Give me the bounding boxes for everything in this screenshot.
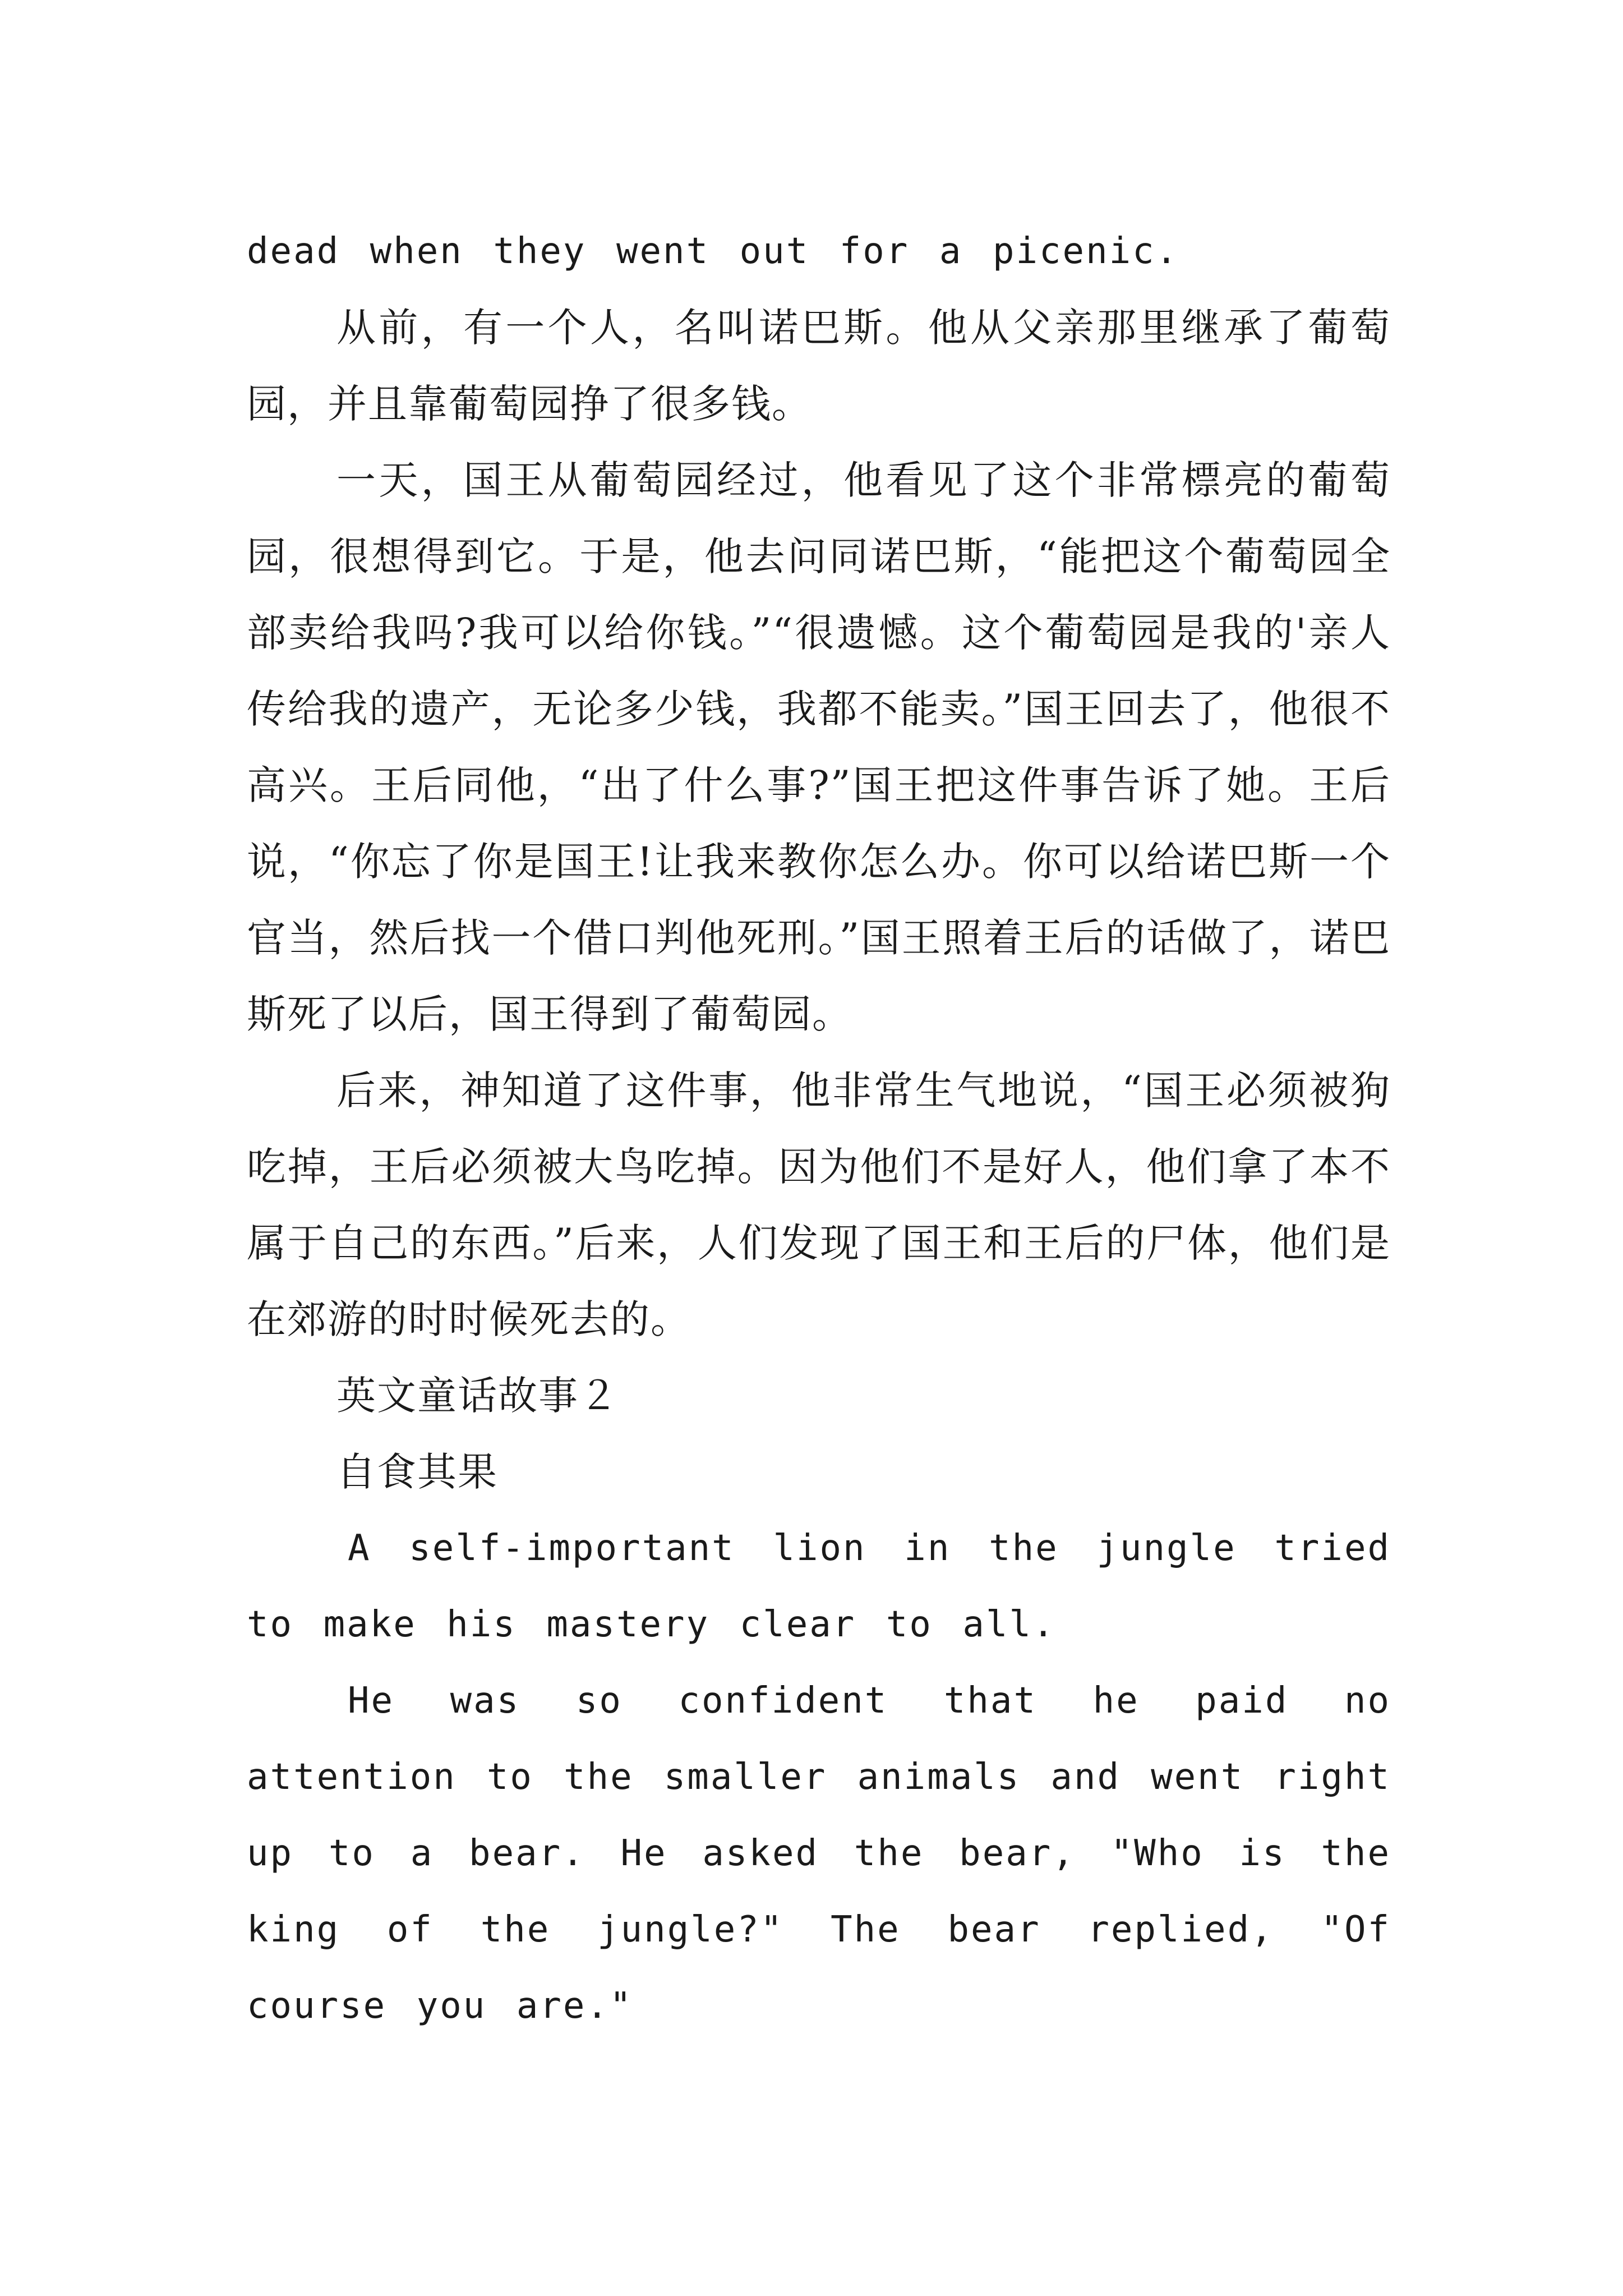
section-heading: 英文童话故事２ bbox=[336, 1373, 619, 1419]
paragraph-god-judgment: 后来，神知道了这件事，他非常生气地说，“国王必须被狗吃掉，王后必须被大鸟吃掉。因为他们不是好人，他们拿了本不属于自己的东西。”后来，人们发现了国王和王后的尸体，他们是在郊游的时时候死去的。 bbox=[247, 1068, 1391, 1342]
paragraph-king-visit: 一天，国王从葡萄园经过，他看见了这个非常標亮的葡萄园，很想得到它。于是，他去问同诺巴斯，“能把这个葡萄园全部卖给我吗?我可以给你钱。”“很遗憾。这个葡萄园是我的'亲人传给我的遗产，无论多少钱，我都不能卖。”国王回去了，他很不高兴。王后同他，“出了什么事?”国王把这件事告诉了她。王后说，“你忘了你是国王!让我来教你怎么办。你可以给诺巴斯一个官当，然后找一个借口判他死刑。”国王照着王后的话做了，诺巴斯死了以后，国王得到了葡萄园。 bbox=[247, 457, 1391, 1037]
document-body bbox=[247, 213, 1391, 2044]
paragraph-lion-bear: He was so confident that he paid no attention to the smaller animals and went right up to a bear. He asked the bear, "Who is the king of the jungle?" The bear replied, "Of course you are." bbox=[247, 1680, 1391, 2027]
paragraph-continuation: dead when they went out for a picenic. bbox=[247, 231, 1179, 272]
paragraph-lion-intro: A self-important lion in the jungle tried to make his mastery clear to all. bbox=[247, 1527, 1391, 1645]
story-title: 自食其果 bbox=[336, 1449, 498, 1495]
paragraph-intro: 从前，有一个人，名叫诺巴斯。他从父亲那里继承了葡萄园，并且靠葡萄园挣了很多钱。 bbox=[247, 305, 1391, 427]
